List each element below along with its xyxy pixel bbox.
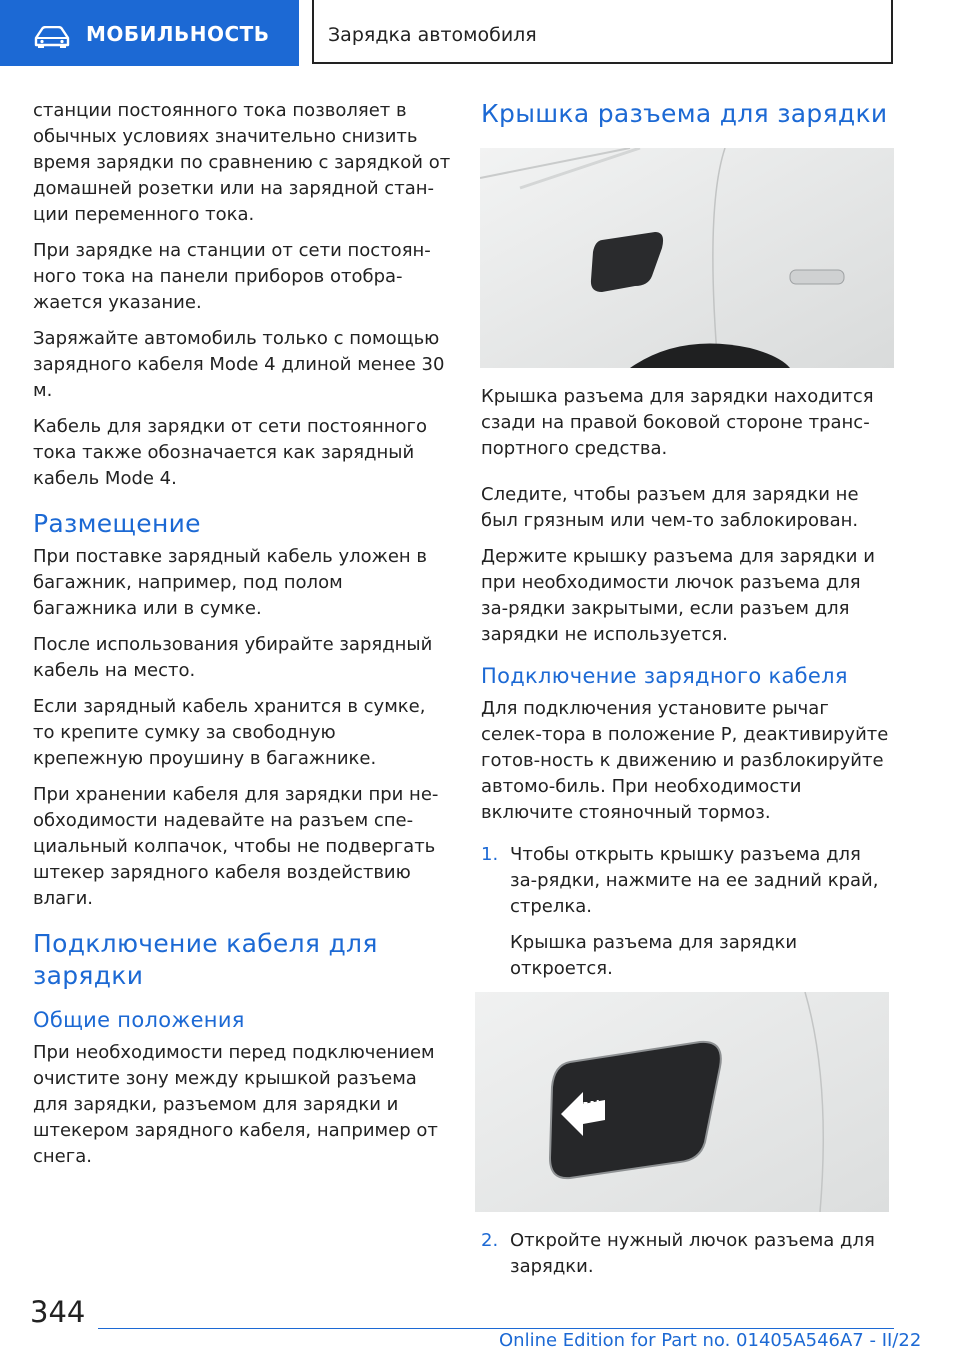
footer-divider [98, 1328, 894, 1329]
paragraph: Кабель для зарядки от сети постоянного тока также обозначается как зарядный кабель Mode 4. [33, 416, 428, 489]
chapter-title: Зарядка автомобиля [328, 24, 537, 46]
heading-connect-cable: Подключение кабеля для зарядки [33, 929, 378, 990]
page-number: 344 [30, 1295, 86, 1329]
paragraph: При хранении кабеля для зарядки при не-обходимости надевайте на разъем спе-циальный колпачок, чтобы не подвергать штекер зарядного кабеля воздействию влаги. [33, 784, 439, 909]
heading-placement: Размещение [33, 509, 201, 538]
car-icon [34, 26, 70, 48]
heading-charging-flap: Крышка разъема для зарядки [481, 99, 888, 128]
step-text: Откройте нужный лючок разъема для зарядки. [510, 1230, 875, 1277]
heading-connect-charging-cable: Подключение зарядного кабеля [481, 664, 848, 688]
paragraph: После использования убирайте зарядный кабель на место. [33, 634, 433, 681]
step-result: Крышка разъема для зарядки откроется. [510, 932, 798, 979]
left-column [33, 98, 451, 1180]
section-tab [0, 0, 299, 66]
open-flap-image [475, 992, 889, 1212]
paragraph: станции постоянного тока позволяет в обычных условиях значительно снизить время зарядки по сравнению с зарядкой от домашней розетки или на зарядной стан-ции переменного тока. [33, 100, 451, 225]
paragraph: При необходимости перед подключением очистите зону между крышкой разъема для зарядки, разъемом для зарядки и штекером зарядного кабеля, например от снега. [33, 1042, 438, 1167]
paragraph: При поставке зарядный кабель уложен в багажник, например, под полом багажника или в сумке. [33, 546, 428, 619]
step-text: Чтобы открыть крышку разъема для за-рядки, нажмите на ее задний край, стрелка. [510, 844, 879, 917]
paragraph: Если зарядный кабель хранится в сумке, то крепите сумку за свободную крепежную проушину в багажнике. [33, 696, 426, 769]
paragraph: Заряжайте автомобиль только с помощью зарядного кабеля Mode 4 длиной менее 30 м. [33, 328, 445, 401]
step-number: 2. [481, 1230, 499, 1251]
heading-general: Общие положения [33, 1008, 245, 1032]
chapter-header [312, 0, 893, 64]
paragraph: Для подключения установите рычаг селек-тора в положение P, деактивируйте готов-ность к движению и разблокируйте автомо-биль. При необходимости включите стояночный тормоз. [481, 698, 889, 823]
step-2 [481, 1228, 893, 1280]
paragraph: Следите, чтобы разъем для зарядки не был грязным или чем-то заблокирован. [481, 484, 859, 531]
paragraph: Крышка разъема для зарядки находится сзади на правой боковой стороне транс-портного средства. [481, 386, 874, 459]
footer-edition: Online Edition for Part no. 01405A546A7 - II/22 [499, 1330, 922, 1351]
right-column [481, 98, 893, 1290]
charging-flap-image [480, 148, 894, 368]
section-title: МОБИЛЬНОСТЬ [86, 22, 270, 46]
paragraph: Держите крышку разъема для зарядки и при необходимости лючок разъема для за-рядки закрытыми, если разъем для зарядки не используется. [481, 546, 875, 645]
paragraph: При зарядке на станции от сети постоян-ного тока на панели приборов отобра-жается указание. [33, 240, 431, 313]
step-number: 1. [481, 844, 499, 865]
step-1 [481, 842, 893, 982]
